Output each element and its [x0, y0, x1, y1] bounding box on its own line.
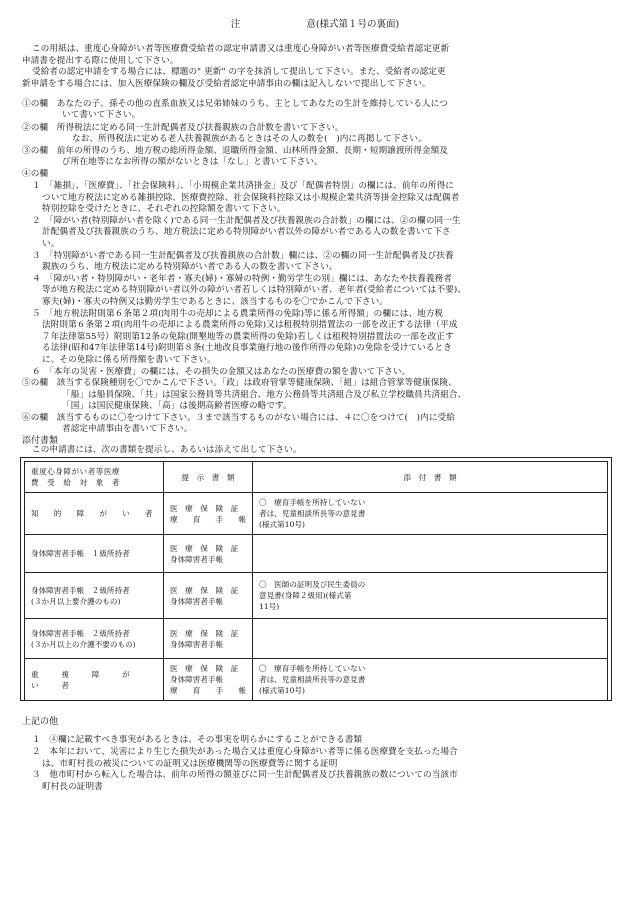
- note-line: 者認定申請事由を書いて下さい。: [62, 424, 193, 434]
- note-line: ⑥の欄 該当するものに〇をつけて下さい。３まで該当するものがない場合には、４に〇をつけて( )内に受給: [22, 413, 455, 423]
- note-line: ついて地方税法に定める雑損控除、医療費控除、社会保険料控除又は小規模企業共済等掛金控除又は配偶者: [42, 193, 460, 203]
- note-line: ５ 「地方税法附則第６条第２項(肉用牛の売却による農業所得の免除)等に係る所得額」の欄には、地方税: [32, 309, 444, 319]
- row-target-line: (３か月以上の介護不要のもの): [31, 639, 136, 649]
- other-item: ２ 本年において、災害により生じた損失があった場合又は重度心身障がい者等に係る医療費を支払った場合: [32, 747, 458, 757]
- note-line: ⑤の欄 該当する保険種別を〇でかこんで下さい。「政」は政府管掌等健康保険、「組」は組合管掌等健康保険、: [22, 378, 457, 388]
- note-line: いて書いて下さい。: [62, 110, 141, 120]
- row-target: [25, 573, 164, 619]
- present-item: 身体障害者手帳: [170, 675, 224, 684]
- note-line: 法附則第６条第２項(肉用牛の売却による農業所得の免除)又は租税特別措置法の一部を改正する法律（平成: [42, 320, 458, 330]
- note-line: 計配偶者及び扶養親族のうち、地方税法に定める特別障がい者以外の障がい者である人の数を書いて下さ: [42, 227, 451, 237]
- other-item: は、市町村長の被災についての証明又は医療機関等の医療費等に関する証明: [42, 759, 338, 769]
- table-row: [25, 659, 608, 701]
- row-attached: [253, 493, 608, 535]
- attached-item: 〇 医師の証明及び民生委員の: [259, 580, 366, 589]
- other-item: 町村長の証明書: [42, 782, 103, 792]
- note-line: ④の欄: [22, 169, 49, 179]
- attach-table: [24, 461, 608, 701]
- row-attached: [253, 535, 608, 573]
- note-line: に、その免除に係る所得額を書いて下さい。: [42, 355, 216, 365]
- header-target-line: 重度心身障がい者等医療: [31, 467, 121, 476]
- table-row: [25, 493, 608, 535]
- note-line: ２ 「障がい者(特別障がい者を除く)である同一生計配偶者及び扶養親族の合計数」の欄には、②の欄の同一生: [32, 216, 461, 226]
- attached-item: (様式第10号): [259, 520, 305, 529]
- note-line: ７年法律第55号）附則第12条の免除(開墾地等の農業所得の免除)若しくは租税特別措置法の一部を改正す: [42, 332, 454, 342]
- attached-item: (様式第10号): [259, 686, 305, 695]
- row-target: 知 的 障 が い 者: [25, 493, 164, 535]
- note-line: ３ 「特別障がい者である同一生計配偶者及び扶養親族の合計数」欄には、②の欄の同一生計配偶者及び扶養: [32, 251, 454, 261]
- row-present: [164, 619, 253, 659]
- attached-item: 者は、児童相談所長等の意見書: [259, 675, 366, 684]
- note-line: １ 「雑損」、「医療費」、「社会保険料」、「小規模企業共済掛金」及び「配偶者特別」の欄には、前年の所得に: [32, 181, 454, 191]
- intro-line: 新申請をする場合には、加入医療保険の欄及び受給者認定申請事由の欄は記入しないで提出して下さい。: [22, 79, 431, 89]
- intro-line: 受給者の認定申請をする場合には、標題の" 更新" の字を抹消して提出して下さい。また、受給者の認定更: [32, 67, 446, 77]
- attached-item: 者は、児童相談所長等の意見書: [259, 509, 366, 518]
- attached-item: 11号): [259, 602, 280, 611]
- present-item: 医 療 保 険 証: [170, 628, 239, 638]
- row-target-line: 身体障害者手帳 ２級所持者: [31, 585, 130, 595]
- note-line: 寡夫(婦)・寡夫の特例又は勤労学生であるときに、該当するものを〇でかこんで下さい。: [42, 297, 388, 307]
- other-item: １ ④欄に記載すべき事実があるときは、その事実を明らかにすることができる書類: [32, 735, 363, 745]
- attach-table-header: [25, 462, 608, 493]
- header-present: 提 示 書 類: [164, 462, 253, 493]
- row-present: [164, 659, 253, 701]
- present-item: 身体障害者手帳: [170, 596, 224, 606]
- present-item: 医 療 保 険 証: [170, 585, 239, 595]
- row-target: [25, 619, 164, 659]
- other-item: ３ 他市町村から転入した場合は、前年の所得の額並びに同一生計配偶者及び扶養親族の数についての当該市: [32, 770, 458, 780]
- note-line: ６ 「本年の災害・医療費」の欄には、その損失の金額又はあなたの医療費の額を書いて下さい。: [32, 367, 411, 377]
- present-item: 療 育 手 帳: [170, 514, 246, 524]
- attach-lead: この申請書には、次の書類を提示し、あるいは添えて出して下さい。: [32, 445, 302, 455]
- present-item: 医 療 保 険 証: [170, 664, 239, 673]
- attached-item: 意見書(身障２級用)(様式第: [259, 591, 352, 600]
- present-item: 療 育 手 帳: [170, 686, 246, 695]
- table-row: [25, 619, 608, 659]
- intro-line: 申請書を提出する際に使用して下さい。: [22, 56, 179, 66]
- row-attached: [253, 573, 608, 619]
- row-target-line: (３か月以上要介護のもの): [31, 596, 121, 606]
- note-line: る法律(昭和47年法律第14号)附則第８条(土地改良事業施行地の後作所得の免除)の免除を受けているとき: [42, 343, 452, 353]
- row-target: 身体障害者手帳 １級所持者: [25, 535, 164, 573]
- page-title: [0, 16, 630, 30]
- row-target: 重 複 障 が い 者: [25, 659, 164, 701]
- row-attached: [253, 659, 608, 701]
- row-target-line: 身体障害者手帳 ２級所持者: [31, 628, 130, 638]
- attached-item: 〇 療育手帳を所持していない: [259, 664, 366, 673]
- note-line: なお、所得税法に定める老人扶養親族があるときはその人の数を( )内に再掲して下さい。: [72, 134, 427, 144]
- header-target: [25, 462, 164, 493]
- note-line: 等が地方税法に定める特別障がい者以外の障がい者若しくは特別障がい者、老年者(受給者については不要)、: [42, 285, 467, 295]
- note-line: い。: [42, 239, 60, 249]
- title-right: 意(様式第１号の裏面): [306, 19, 400, 30]
- present-item: 医 療 保 険 証: [170, 543, 239, 553]
- note-line: 「船」は船員保険、「共」は国家公務員等共済組合、地方公務員等共済組合及び私立学校職員共済組合、: [62, 390, 467, 400]
- row-present: [164, 573, 253, 619]
- table-row: [25, 535, 608, 573]
- row-present: [164, 493, 253, 535]
- row-attached: [253, 619, 608, 659]
- header-attached: 添 付 書 類: [253, 462, 608, 493]
- other-heading: 上記の他: [22, 717, 59, 727]
- table-row: [25, 573, 608, 619]
- intro-line: この用紙は、重度心身障がい者等医療費受給者の認定申請書又は重度心身障がい者等医療費受給者認定更新: [32, 44, 450, 54]
- note-line: 特別控除を受けたときに、それぞれの控除額を書いて下さい。: [42, 204, 286, 214]
- note-line: ①の欄 あなたの子、孫その他の直系血族又は兄弟姉妹のうち、主としてあなたの生計を維持している人につ: [22, 99, 448, 109]
- note-line: ③の欄 前年の所得のうち、地方税の総所得金額、退職所得金額、山林所得金額、長期・短期譲渡所得金額及: [22, 146, 448, 156]
- note-line: ②の欄 所得税法に定める同一生計配偶者及び扶養親族の合計数を書いて下さい。: [22, 123, 344, 133]
- note-line: 「国」は国民健康保険、「高」は後期高齢者医療の略です。: [62, 401, 292, 411]
- present-item: 身体障害者手帳: [170, 639, 224, 649]
- present-item: 医 療 保 険 証: [170, 503, 239, 513]
- note-line: ４ 「障がい者・特別障がい・老年者・寡夫(婦)・寡婦の特例・勤労学生の別」欄には、あなたや扶養義務者: [32, 274, 452, 284]
- attach-heading: 添付書類: [22, 436, 59, 446]
- title-left: 注: [230, 19, 241, 30]
- attached-item: 〇 療育手帳を所持していない: [259, 498, 366, 507]
- header-target-line: 費 受 給 対 象 者: [31, 478, 121, 487]
- present-item: 身体障害者手帳: [170, 554, 224, 564]
- note-line: び所在地等になお所得の額がないときは「なし」と書いて下さい。: [62, 157, 323, 167]
- note-line: 親族のうち、地方税法に定める特別障がい者である人の数を書いて下さい。: [42, 262, 338, 272]
- row-present: [164, 535, 253, 573]
